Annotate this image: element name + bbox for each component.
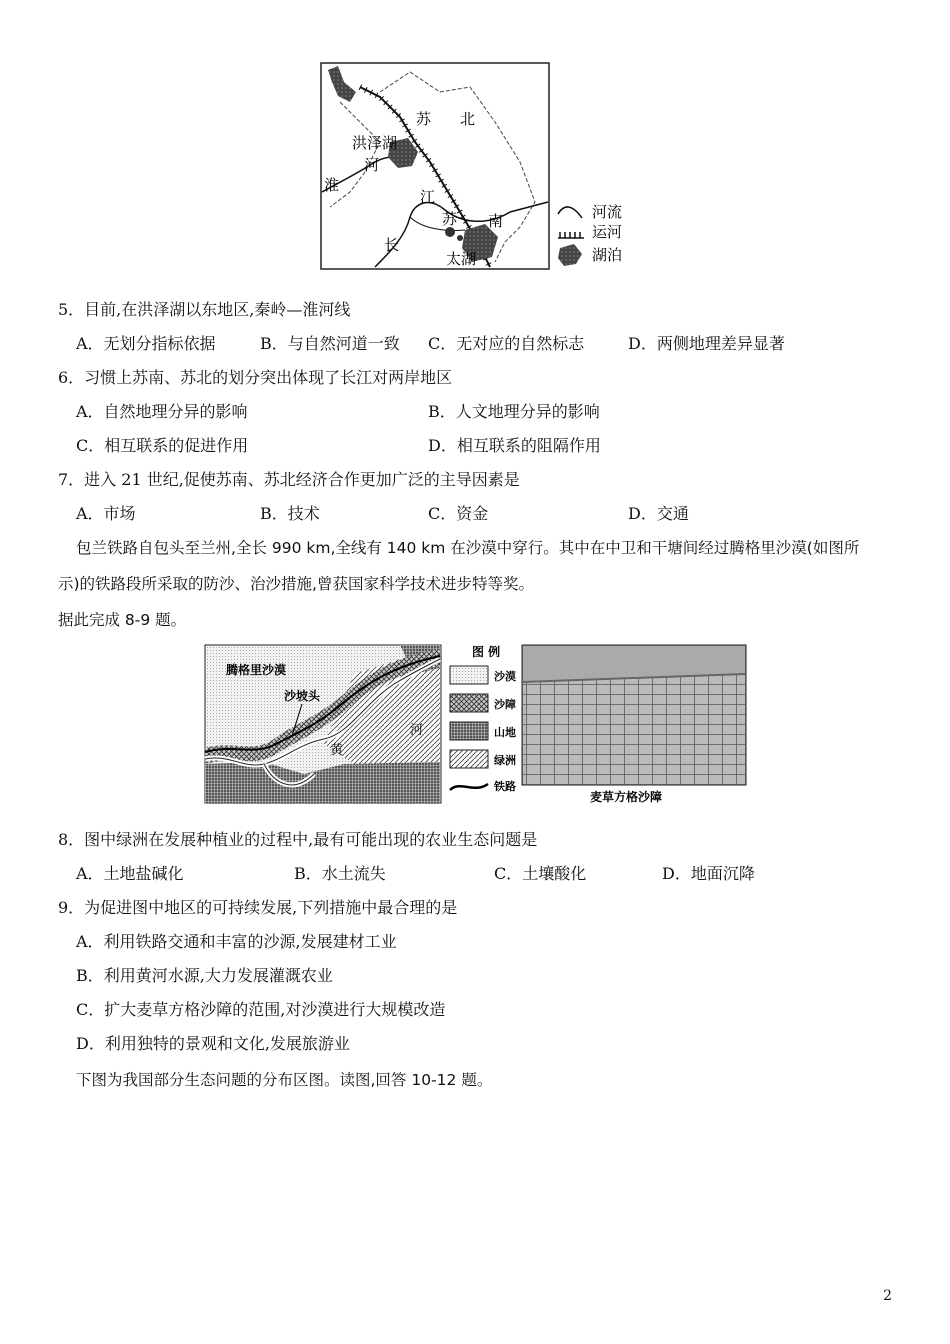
tengger-map: [204, 644, 748, 806]
intro-10-12: 下图为我国部分生态问题的分布区图。读图,回答 10-12 题。: [76, 1071, 493, 1089]
intro-line-1: 包兰铁路自包头至兰州,全长 990 km,全线有 140 km 在沙漠中穿行。其中在中卫和干塘间经过腾格里沙漠(如图所: [76, 539, 860, 557]
q9-stem: 9．为促进图中地区的可持续发展,下列措施中最合理的是: [58, 898, 458, 917]
q5-option-d: D．两侧地理差异显著: [628, 334, 785, 353]
legend-oasis: 绿洲: [494, 754, 516, 767]
shapotou-label: 沙坡头: [284, 689, 321, 703]
q8-option-b: B．水土流失: [294, 864, 386, 883]
q5-option-c: C．无对应的自然标志: [428, 334, 585, 353]
q6-option-d: D．相互联系的阻隔作用: [428, 436, 601, 455]
legend-desert: 沙漠: [494, 670, 516, 683]
label-huai: 淮: [324, 176, 340, 194]
canal-legend-icon: [560, 232, 580, 238]
q5-option-b: B．与自然河道一致: [260, 334, 400, 353]
he-label: 河: [410, 723, 424, 738]
legend-barrier: 沙障: [494, 698, 516, 711]
intro-line-3: 据此完成 8-9 题。: [58, 611, 187, 629]
lake-legend-icon: [558, 244, 582, 266]
q7-option-c: C．资金: [428, 504, 489, 523]
railway-legend-icon: [450, 784, 488, 790]
label-taihu: 太湖: [446, 250, 477, 268]
q6-option-a: A．自然地理分异的影响: [76, 402, 248, 421]
q6-stem: 6．习惯上苏南、苏北的划分突出体现了长江对两岸地区: [58, 368, 453, 387]
legend-lake: 湖泊: [592, 246, 623, 264]
river-legend-icon: [558, 207, 582, 218]
label-su-nan-2: 南: [488, 212, 504, 230]
legend-railway: 铁路: [494, 780, 516, 793]
label-jiang: 江: [420, 188, 436, 206]
label-su-nan-1: 苏: [442, 210, 458, 228]
q6-option-c: C．相互联系的促进作用: [76, 436, 249, 455]
legend-canal: 运河: [592, 223, 623, 241]
huang-label: 黄: [330, 743, 344, 758]
legend-title: 图 例: [472, 645, 501, 659]
q9-option-d: D．利用独特的景观和文化,发展旅游业: [76, 1034, 350, 1053]
q8-option-c: C．土壤酸化: [494, 864, 587, 883]
label-su-bei-2: 北: [460, 110, 476, 128]
q9-option-b: B．利用黄河水源,大力发展灌溉农业: [76, 966, 333, 985]
q9-option-c: C．扩大麦草方格沙障的范围,对沙漠进行大规模改造: [76, 1000, 446, 1019]
q7-option-b: B．技术: [260, 504, 320, 523]
label-su-bei-1: 苏: [416, 110, 432, 128]
legend-mountain: 山地: [494, 726, 516, 739]
q9-option-a: A．利用铁路交通和丰富的沙源,发展建材工业: [76, 932, 397, 951]
jiangsu-map: [320, 62, 640, 272]
q7-option-a: A．市场: [76, 504, 136, 523]
intro-line-2: 示)的铁路段所采取的防沙、治沙措施,曾获国家科学技术进步特等奖。: [58, 575, 534, 593]
q8-option-a: A．土地盐碱化: [76, 864, 184, 883]
label-chang: 长: [384, 236, 400, 254]
q7-stem: 7．进入 21 世纪,促使苏南、苏北经济合作更加广泛的主导因素是: [58, 470, 520, 489]
q8-stem: 8．图中绿洲在发展种植业的过程中,最有可能出现的农业生态问题是: [58, 830, 538, 849]
page-number: 2: [883, 1288, 892, 1304]
q7-option-d: D．交通: [628, 504, 689, 523]
label-he: 河: [364, 156, 380, 174]
q5-option-a: A．无划分指标依据: [76, 334, 216, 353]
label-hongze: 洪泽湖: [352, 134, 398, 152]
legend-river: 河流: [592, 203, 623, 221]
desert-label: 腾格里沙漠: [226, 663, 287, 677]
q6-option-b: B．人文地理分异的影响: [428, 402, 600, 421]
q5-stem: 5．目前,在洪泽湖以东地区,秦岭—淮河线: [58, 300, 351, 319]
q8-option-d: D．地面沉降: [662, 864, 755, 883]
photo-caption: 麦草方格沙障: [590, 790, 663, 804]
